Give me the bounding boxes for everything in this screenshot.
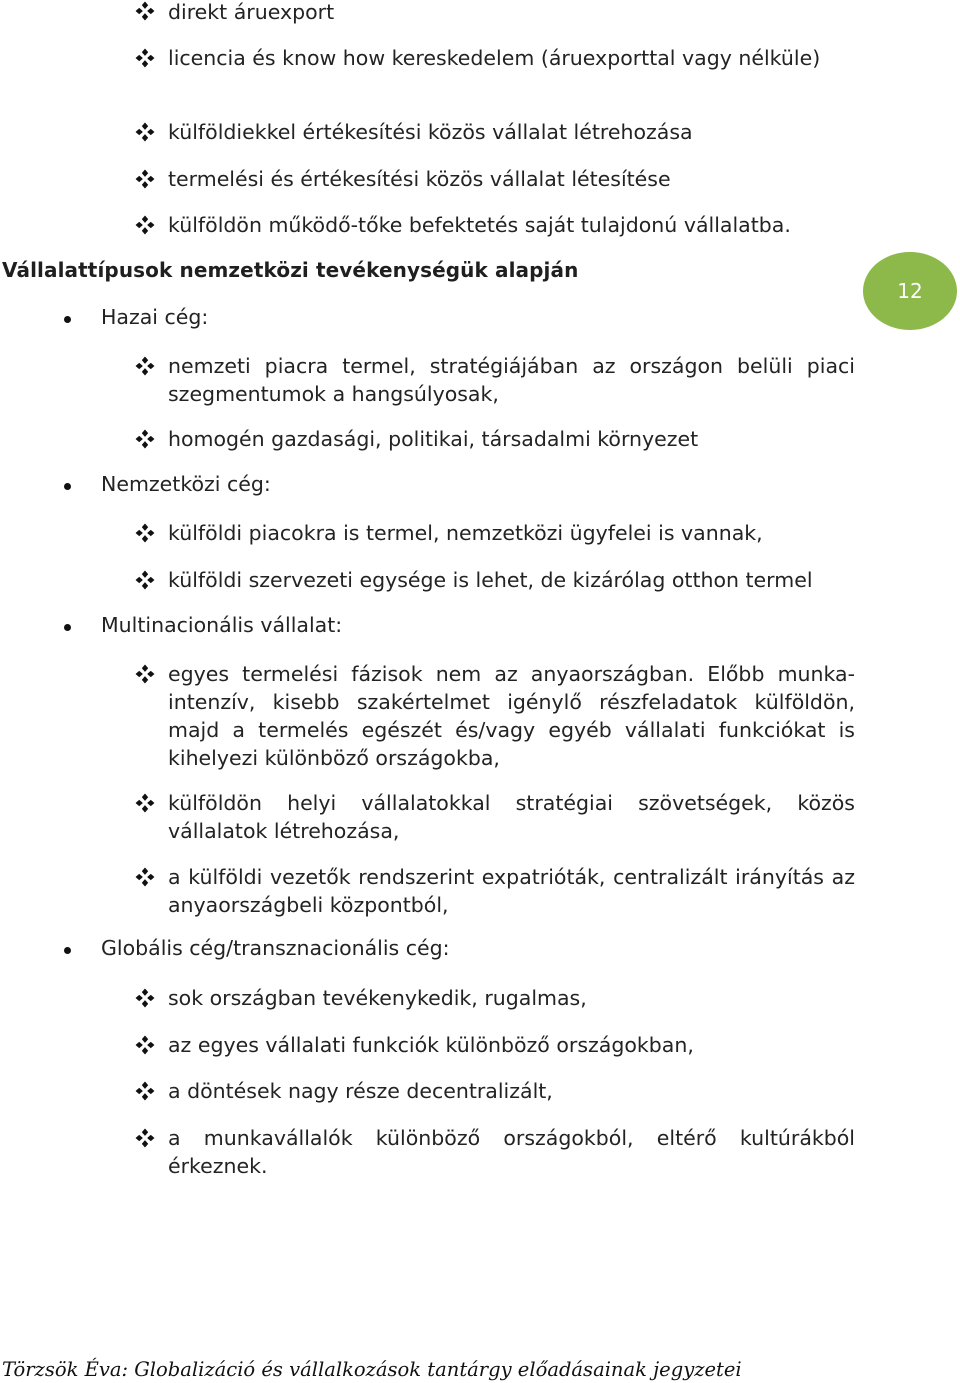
- list-item: az egyes vállalati funkciók különböző országokban,: [168, 1033, 694, 1057]
- diamond-bullet-icon: [135, 1081, 155, 1101]
- diamond-bullet-icon: [135, 356, 155, 376]
- list-item: licencia és know how kereskedelem (áruexporttal vagy nélküle): [168, 46, 821, 70]
- list-item: nemzeti piacra termel, stratégiájában az országon belüli piaci szegmentumok a hangsúlyosak,: [168, 354, 855, 406]
- list-item: homogén gazdasági, politikai, társadalmi környezet: [168, 427, 699, 451]
- list-item: külföldön helyi vállalatokkal stratégiai szövetségek, közös vállalatok létrehozása,: [168, 791, 855, 843]
- list-item: külföldi szervezeti egysége is lehet, de kizárólag otthon termel: [168, 568, 813, 592]
- diamond-bullet-icon: [135, 664, 155, 684]
- list-item: külföldiekkel értékesítési közös vállalat létrehozása: [168, 120, 693, 144]
- bullet-dot-icon: [64, 316, 71, 323]
- list-item: a döntések nagy része decentralizált,: [168, 1079, 553, 1103]
- list-item: a külföldi vezetők rendszerint expatrióták, centralizált irányítás az anyaországbeli központból,: [168, 865, 855, 917]
- diamond-bullet-icon: [135, 793, 155, 813]
- list-item: a munkavállalók különböző országokból, eltérő kultúrákból érkeznek.: [168, 1126, 855, 1178]
- diamond-bullet-icon: [135, 1, 155, 21]
- diamond-bullet-icon: [135, 523, 155, 543]
- diamond-bullet-icon: [135, 1128, 155, 1148]
- bullet-dot-icon: [64, 483, 71, 490]
- category-label: Multinacionális vállalat:: [101, 613, 343, 637]
- page-number-badge: 12: [863, 252, 957, 330]
- list-item: egyes termelési fázisok nem az anyaországban. Előbb munka-intenzív, kisebb szakértelmet igénylő részfeladatok külföldön, majd a termelés egészét és/vagy egyéb vállalati funkciókat is kihelyezi különböző országokba,: [168, 662, 855, 770]
- diamond-bullet-icon: [135, 169, 155, 189]
- category-label: Hazai cég:: [101, 305, 209, 329]
- diamond-bullet-icon: [135, 215, 155, 235]
- diamond-bullet-icon: [135, 122, 155, 142]
- bullet-dot-icon: [64, 947, 71, 954]
- diamond-bullet-icon: [135, 429, 155, 449]
- diamond-bullet-icon: [135, 570, 155, 590]
- bullet-dot-icon: [64, 624, 71, 631]
- page-footer: Törzsök Éva: Globalizáció és vállalkozások tantárgy előadásainak jegyzetei: [2, 1358, 742, 1381]
- list-item: termelési és értékesítési közös vállalat létesítése: [168, 167, 671, 191]
- list-item: sok országban tevékenykedik, rugalmas,: [168, 986, 587, 1010]
- diamond-bullet-icon: [135, 1035, 155, 1055]
- category-label: Globális cég/transznacionális cég:: [101, 936, 450, 960]
- category-label: Nemzetközi cég:: [101, 472, 271, 496]
- list-item: direkt áruexport: [168, 0, 335, 24]
- section-heading: Vállalattípusok nemzetközi tevékenységük alapján: [2, 258, 579, 282]
- list-item: külföldi piacokra is termel, nemzetközi ügyfelei is vannak,: [168, 521, 763, 545]
- diamond-bullet-icon: [135, 988, 155, 1008]
- diamond-bullet-icon: [135, 867, 155, 887]
- diamond-bullet-icon: [135, 48, 155, 68]
- list-item: külföldön működő-tőke befektetés saját tulajdonú vállalatba.: [168, 213, 791, 237]
